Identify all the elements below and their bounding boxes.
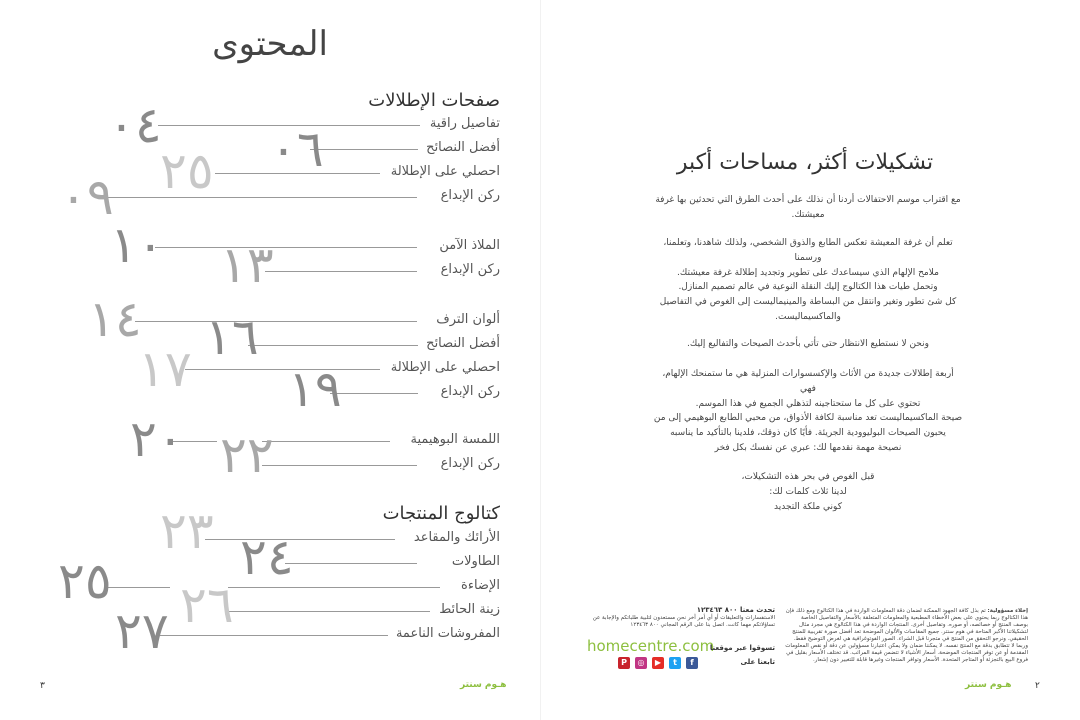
toc-leader-line — [330, 393, 418, 394]
toc-item-label[interactable]: أفضل النصائح — [426, 336, 500, 351]
toc-item-label[interactable]: اللمسة البوهيمية — [410, 432, 500, 447]
toc-item-label[interactable]: المفروشات الناعمة — [395, 626, 500, 641]
toc-leader-line — [160, 635, 388, 636]
toc-item-label[interactable]: زينة الحائط — [439, 602, 500, 617]
toc-page-number[interactable]: ١٤ — [88, 290, 142, 348]
twitter-icon[interactable]: t — [669, 657, 681, 669]
section-title-catalogue: كتالوج المنتجات — [382, 503, 500, 524]
brand-logo-right: هـوم سنتر — [965, 680, 1012, 690]
toc-item-label[interactable]: أفضل النصائح — [426, 140, 500, 155]
toc-leader-line — [205, 539, 395, 540]
toc-page-number[interactable]: ٢٠ — [130, 410, 184, 468]
follow-us-label: تابعنا على — [740, 658, 775, 666]
toc-page-number[interactable]: ٠٤ — [108, 96, 162, 154]
toc-page-number[interactable]: ١٠ — [110, 216, 164, 274]
toc-leader-line — [105, 197, 417, 198]
contact-text: الاستفسارات والتعليقات أو أي أمر آخر نحن مستعدون لتلبية طلباتكم والإجابة عن تساؤلاتكم مهما كانت. اتصل بنا على الرقم المجاني ٨٠٠ ١٢٣٤٦٣ — [592, 615, 775, 628]
section-title-looks: صفحات الإطلالات — [368, 90, 500, 111]
toc-leader-line — [228, 587, 440, 588]
toc-item-label[interactable]: احصلي على الإطلالة — [390, 360, 500, 375]
toc-leader-line — [262, 465, 417, 466]
toc-leader-line — [285, 563, 417, 564]
paragraph: قبل الغوص في بحر هذه التشكيلات، لدينا ثلاث كلمات لك: كوني ملكة التجديد — [741, 472, 875, 512]
facebook-icon[interactable]: f — [686, 657, 698, 669]
toc-item-label[interactable]: ركن الإبداع — [440, 456, 500, 471]
page-spine — [540, 0, 541, 720]
toc-page-number[interactable]: ٢٤ — [240, 528, 294, 586]
toc-leader-line — [215, 173, 380, 174]
toc-leader-line — [310, 149, 418, 150]
toc-page-number[interactable]: ٢٢ — [220, 426, 274, 484]
toc-leader-line — [135, 321, 417, 322]
page-number-left: ٣ — [40, 681, 45, 691]
paragraph: وتحمل طيات هذا الكتالوج إليك النقلة النوعية في عالم تصميم المنازل. كل شئ تطور وتغير وانتقل من البساطة والمينيماليست إلى الغوص في التفاصيل والماكسيماليست. — [659, 282, 957, 322]
toc-page-number[interactable]: ١٣ — [220, 236, 274, 294]
toc-leader-line — [225, 611, 430, 612]
shop-online-label: تسوقوا عبر موقعنا — [709, 644, 775, 652]
toc-page-number[interactable]: ١٩ — [288, 360, 342, 418]
brand-logo-left: هـوم سنتر — [460, 680, 507, 690]
paragraph: مع اقتراب موسم الاحتفالات أردنا أن نذلك على أحدث الطرق التي تحدثين بها غرفة معيشتك. — [655, 195, 961, 220]
toc-page-number[interactable]: ٢٣ — [160, 502, 214, 560]
toc-page-number[interactable]: ١٧ — [138, 340, 192, 398]
toc-page-number[interactable]: ٢٥ — [160, 142, 214, 200]
paragraph: ونحن لا نستطيع الانتظار حتى تأتي بأحدث الصيحات والتفاليع إليك. — [687, 339, 929, 349]
toc-item-label[interactable]: الإضاءة — [461, 578, 500, 593]
toc-item-label[interactable]: ركن الإبداع — [440, 188, 500, 203]
instagram-icon[interactable]: ◎ — [635, 657, 647, 669]
toc-item-label[interactable]: احصلي على الإطلالة — [390, 164, 500, 179]
toc-leader-line — [155, 247, 417, 248]
toc-page-number[interactable]: ١٦ — [205, 308, 259, 366]
right-page-title: تشكيلات أكثر، مساحات أكبر — [676, 150, 934, 175]
pinterest-icon[interactable]: P — [618, 657, 630, 669]
toc-page-number[interactable]: ٢٦ — [180, 576, 234, 634]
paragraph: تعلم أن غرفة المعيشة تعكس الطابع والذوق الشخصي، ولذلك شاهدنا، وتعلمنا، ورسمنا ملامح الإلهام الذي سيساعدك على تطوير وتجديد إطلالة غرفة معيشتك. — [663, 238, 953, 278]
website-link[interactable]: homecentre.com — [587, 637, 715, 655]
toc-page-number[interactable]: ٢٧ — [115, 602, 169, 660]
toc-leader-line — [265, 271, 417, 272]
toc-leader-line — [262, 441, 390, 442]
toc-leader-line — [185, 369, 380, 370]
toc-page-number[interactable]: ٠٦ — [270, 120, 324, 178]
toc-page-number[interactable]: ٢٥ — [58, 552, 112, 610]
page-number-right: ٢ — [1035, 681, 1040, 691]
toc-page-number[interactable]: ٠٩ — [60, 168, 114, 226]
toc-item-label[interactable]: الملاذ الآمن — [439, 238, 500, 253]
paragraph: أربعة إطلالات جديدة من الأثاث والإكسسوارات المنزلية هي ما ستمنحك الإلهام، فهي تحتوي على كل ما ستحتاجينه لتذهلي الجميع في هذا الموسم. — [662, 369, 954, 409]
toc-leader-line — [248, 345, 418, 346]
toc-item-label[interactable]: الطاولات — [451, 554, 500, 569]
page-title: المحتوى — [212, 24, 328, 64]
toc-item-label[interactable]: ألوان الترف — [436, 312, 500, 327]
toc-item-label[interactable]: ركن الإبداع — [440, 384, 500, 399]
youtube-icon[interactable]: ▶ — [652, 657, 664, 669]
toc-item-label[interactable]: تفاصيل راقية — [429, 116, 500, 131]
disclaimer: إخلاء مسؤولية: تم بذل كافة الجهود الممكنة لضمان دقة المعلومات الواردة في هذا الكتالوج ومع ذلك فإن هذا الكتالوج ربما يحتوي على بعض الأخطاء المطبعية والمعلومات المتعلقة بالأسعار والتفاصيل الخاصة بوصف المنتج أو خصائصه، أو صوره. وتفاصيل أخرى. المنتجات الواردة في هذا الكتالوج هي مجرد مثال لتشكيلاتنا الأكبر المتاحة في هوم سنتر. جميع المقاسات والألوان الموضحة تعد أفضل صورة تقريبية للمنتج الحقيقي. ونرجو التحقق من المنتج في متجرنا قبل الشراء. الصور الفوتوغرافية هي لغرض التوضيح فقط. وربما لا تتطابق بدقة مع المنتج نفسه. لا يمكننا ضمان ولا يمكن اعتبارنا مسؤولين عن دقة أو نقص المعلومات المقدمة أو عن توفر المنتجات الموضحة. أسعار الأشياء لا تتضمن قيمة المرائب. قد تختلف الأسعار بقليل في فروع البيع بالتجزئة أو المتاجر المتحدة. الأسعار وتوافر المنتجات وغيرها قابلة للتغيير دون إشعار. — [785, 608, 1028, 663]
toc-item-label[interactable]: الأرائك والمقاعد — [413, 530, 500, 545]
paragraph: صيحة الماكسيماليست تعد مناسبة لكافة الأذواق، من محبي الطابع البوهيمي إلى من يحبون الصيحات البوليوودية الجريئة. فأيًا كان ذوقك، فلدينا بالتأكيد ما يناسبه نصيحة مهمة نقدمها لك: عبري عن نفسك بكل فخر — [653, 413, 963, 453]
toc-leader-line — [105, 587, 170, 588]
contact-title: تحدث معنا ٨٠٠ ١٢٣٤٦٣ — [696, 606, 775, 614]
toc-item-label[interactable]: ركن الإبداع — [440, 262, 500, 277]
